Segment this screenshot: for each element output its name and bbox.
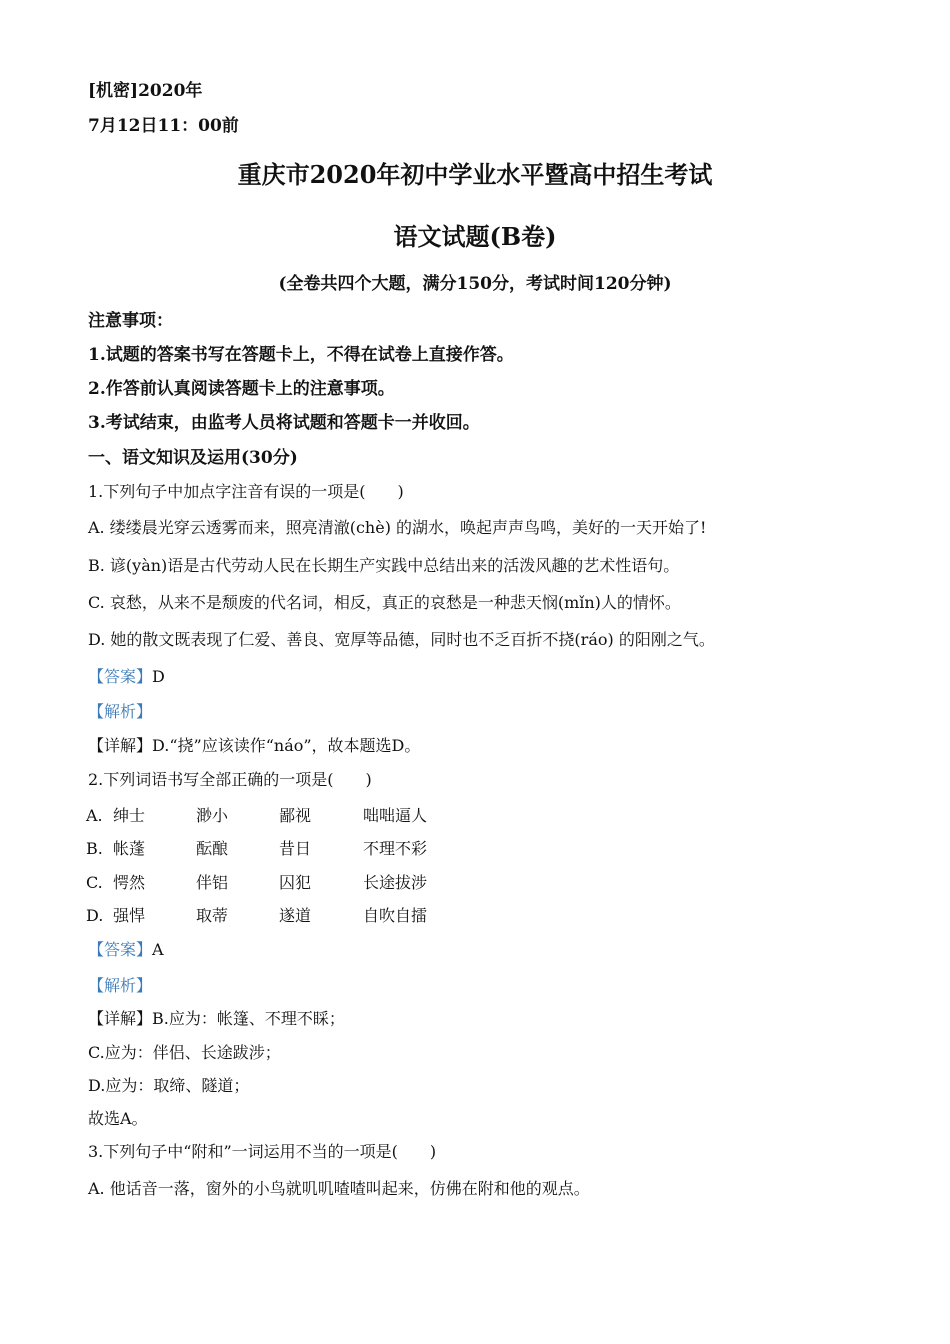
option-d: D. 她的散文既表现了仁爱、善良、宽厚等品德，同时也不乏百折不挠(ráo) 的阳刚之气。 [88, 630, 715, 649]
answer-line [88, 939, 164, 961]
option-word: 取蒂 [196, 906, 229, 925]
option-word: 咄咄逼人 [363, 806, 428, 825]
detail-tag: 【详解】 [88, 736, 153, 755]
option-a: A. 缕缕晨光穿云透雾而来，照亮清澈(chè) 的湖水，唤起声声鸟鸣，美好的一天开始了! [88, 518, 707, 537]
option-letter: A. [86, 806, 103, 825]
option-c: C. 哀愁，从来不是颓废的代名词，相反，真正的哀愁是一种悲天悯(mǐn)人的情怀。 [88, 593, 681, 612]
answer-tag: 【答案】 [88, 667, 153, 686]
option-word: 强悍 [113, 906, 146, 925]
detail-line [88, 735, 420, 757]
answer-tag: 【答案】 [88, 940, 153, 959]
exam-subtitle: 语文试题(B卷) [393, 222, 557, 251]
detail-line [88, 1008, 345, 1030]
option-word: 昔日 [279, 839, 312, 858]
option-letter: C. [86, 873, 103, 892]
detail-line: C.应为：伴侣、长途跋涉； [88, 1043, 281, 1062]
notice-item: 2.作答前认真阅读答题卡上的注意事项。 [88, 379, 395, 399]
option-word: 不理不彩 [363, 839, 428, 858]
question-stem: 2.下列词语书写全部正确的一项是( ) [88, 770, 372, 789]
option-letter: D. [86, 906, 104, 925]
deadline-label: 7月12日11：00前 [88, 116, 239, 136]
option-word: 遂道 [279, 906, 312, 925]
option-a: A. 他话音一落，窗外的小鸟就叽叽喳喳叫起来，仿佛在附和他的观点。 [88, 1179, 590, 1198]
detail-tag: 【详解】 [88, 1009, 153, 1028]
option-word: 酝酿 [196, 839, 229, 858]
section-heading: 一、语文知识及运用(30分) [88, 448, 298, 468]
option-word: 绅士 [113, 806, 146, 825]
exam-info: (全卷共四个大题，满分150分，考试时间120分钟) [278, 274, 672, 294]
exam-title: 重庆市2020年初中学业水平暨高中招生考试 [237, 160, 713, 189]
answer-line [88, 666, 165, 688]
secret-label: [机密]2020年 [88, 81, 203, 101]
detail-text: D.“挠”应该读作“náo”，故本题选D。 [152, 736, 421, 755]
option-b: B. 谚(yàn)语是古代劳动人民在长期生产实践中总结出来的活泼风趣的艺术性语句。 [88, 556, 680, 575]
question-stem: 1.下列句子中加点字注音有误的一项是( ) [88, 482, 404, 501]
notice-heading: 注意事项： [88, 311, 173, 331]
option-word: 自吹自擂 [363, 906, 428, 925]
option-letter: B. [86, 839, 103, 858]
option-word: 囚犯 [279, 873, 312, 892]
option-word: 帐蓬 [113, 839, 146, 858]
answer-value: D [152, 667, 165, 686]
option-word: 渺小 [196, 806, 229, 825]
question-stem: 3.下列句子中“附和”一词运用不当的一项是( ) [88, 1142, 437, 1161]
detail-line: D.应为：取缔、隧道； [88, 1076, 250, 1095]
analysis-tag: 【解析】 [88, 976, 153, 995]
notice-item: 3.考试结束，由监考人员将试题和答题卡一并收回。 [88, 413, 480, 433]
notice-item: 1.试题的答案书写在答题卡上，不得在试卷上直接作答。 [88, 345, 514, 365]
detail-line: 故选A。 [88, 1109, 148, 1128]
analysis-tag: 【解析】 [88, 702, 153, 721]
option-word: 长途拔涉 [363, 873, 428, 892]
option-word: 伴铝 [196, 873, 229, 892]
answer-value: A [152, 940, 164, 959]
option-word: 愕然 [113, 873, 146, 892]
detail-text: B.应为：帐篷、不理不睬； [152, 1009, 345, 1028]
option-word: 鄙视 [279, 806, 312, 825]
